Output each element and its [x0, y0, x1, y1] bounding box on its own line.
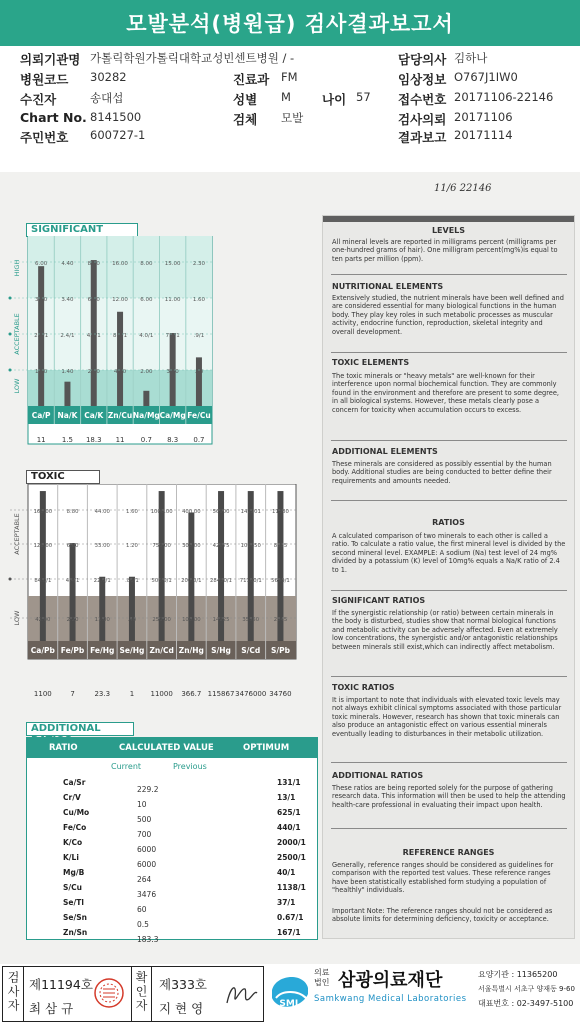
- ratio-current: 700: [137, 830, 152, 839]
- ratio-result: 366.7: [181, 690, 202, 698]
- ratio-optimum: 1138/1: [277, 883, 306, 892]
- ratio-optimum: 440/1: [277, 823, 301, 832]
- label-specimen: 검체: [233, 112, 258, 127]
- value-clinical-info: O767J1IW0: [454, 70, 518, 84]
- ratio-name: Zn/Sn: [63, 928, 88, 937]
- additional-ratios-title: ADDITIONAL: [26, 722, 134, 736]
- ratio-result: 0.7: [140, 436, 152, 444]
- ratio-tick: 2845: [273, 617, 288, 623]
- toxic-ratios-text: It is important to note that individuals with elevated toxic levels may not always exhibit clinical symptoms associated with those particular toxic minerals. However, research has shown that toxic minerals can also produce an antagonistic effect on various essential minerals eventually leading to disturbances in their metabolic utilization.: [332, 696, 562, 738]
- ratio-optimum: 167/1: [277, 928, 301, 937]
- ratio-bar: [70, 543, 76, 641]
- ratio-tick: 28450/1: [210, 578, 233, 584]
- ratio-result: 1: [129, 690, 135, 698]
- label-age: 나이: [322, 92, 347, 107]
- ratio-result: 34760: [269, 690, 292, 698]
- approver-signature: [223, 977, 259, 1011]
- toxic-ratios-chart: [0, 484, 300, 700]
- ratio-tick: .40: [127, 617, 137, 623]
- ratio-tick: 6.00: [140, 297, 153, 303]
- ratio-result: 11: [115, 436, 125, 444]
- ratio-bar: [143, 391, 149, 406]
- toxic-ratios-title: TOXIC: [26, 470, 100, 484]
- ratio-current: 264: [137, 875, 152, 884]
- ratio-tick: 11.00: [164, 297, 181, 303]
- subheader-previous: Previous: [173, 762, 207, 771]
- divider: [331, 590, 567, 591]
- significant-ratios-chart: [0, 236, 216, 452]
- approver-license-no: 제333호: [159, 977, 208, 992]
- ratio-tick: 22.0/1: [93, 578, 111, 584]
- value-hospital-code: 30282: [90, 70, 127, 84]
- ratio-tick: 1000.00: [150, 509, 173, 515]
- ratio-result: 7: [70, 690, 75, 698]
- divider: [23, 967, 24, 1021]
- ratio-current: 6000: [137, 845, 157, 854]
- ratio-label: S/Hg: [211, 646, 231, 655]
- ratio-tick: 1.60: [192, 297, 206, 303]
- ratio-result: 3476000: [235, 690, 267, 698]
- ratio-current: 6000: [137, 860, 157, 869]
- ratio-tick: 750.00: [152, 543, 171, 549]
- significant-result-row: [0, 424, 216, 448]
- ratio-tick: 2.00: [140, 369, 153, 375]
- divider: [131, 967, 132, 1021]
- value-doctor: 김하나: [454, 51, 488, 65]
- info-panel-top-bar: [323, 216, 574, 222]
- divider: [331, 500, 567, 501]
- additional-ratios-table: [26, 737, 318, 944]
- ratio-label: Na/Mg: [132, 411, 160, 420]
- ratio-label: Zn/Hg: [178, 646, 204, 655]
- header-ratio: RATIO: [49, 743, 78, 753]
- ratio-optimum: 625/1: [277, 808, 301, 817]
- ratio-tick: 1.20: [126, 543, 138, 549]
- ratio-name: Fe/Co: [63, 823, 87, 832]
- ratio-label: Zn/Cd: [149, 646, 174, 655]
- ratio-name: Ca/Sr: [63, 778, 86, 787]
- value-specimen: 모발: [281, 111, 304, 125]
- toxic-elements-text: The toxic minerals or "heavy metals" are well-known for their interference upon normal biochemical function. They are commonly found in the environment and therefore are present to some degree, in all biological systems. However, these metals clearly pose a concern for toxicity when accumulation occurs to excess.: [332, 372, 560, 414]
- ratio-optimum: 2500/1: [277, 853, 306, 862]
- ratio-current: 3476: [137, 890, 157, 899]
- company-logo: [268, 968, 312, 1016]
- label-receipt-no: 접수번호: [398, 92, 447, 107]
- label-department: 진료과: [233, 72, 270, 87]
- ratio-result: 0.7: [193, 436, 205, 444]
- ratio-tick: .20: [194, 369, 204, 375]
- ratio-tick: 2.4/1: [60, 333, 75, 339]
- axis-low-label: LOW: [13, 378, 21, 394]
- ratio-tick: 300.00: [182, 543, 201, 549]
- ratio-tick: 6.20: [87, 297, 100, 303]
- significant-ratios-heading: SIGNIFICANT RATIOS: [332, 596, 426, 605]
- ratio-tick: 168.00: [33, 509, 53, 515]
- value-institution: 가톨릭학원가톨릭대학교성빈센트병원 / -: [90, 51, 295, 65]
- ratio-tick: 14225: [212, 617, 230, 623]
- additional-row: [27, 778, 317, 792]
- ratio-tick: 8.0/1: [112, 333, 128, 339]
- ratio-result: 11000: [150, 690, 173, 698]
- additional-row: [27, 898, 317, 912]
- ratio-tick: 5690/1: [271, 578, 290, 584]
- ratio-tick: 56900: [212, 509, 230, 515]
- ratios-heading: RATIOS: [432, 518, 465, 527]
- levels-heading: LEVELS: [431, 226, 466, 235]
- ratio-tick: 1.60: [126, 509, 138, 515]
- significant-high-band: [28, 236, 212, 298]
- ratio-tick: 35550: [242, 617, 260, 623]
- ratio-result: 115867: [207, 690, 235, 698]
- ratio-tick: 4.4/1: [65, 578, 80, 584]
- handwritten-note: 11/6 22146: [434, 183, 492, 194]
- additional-row: [27, 913, 317, 927]
- additional-row: [27, 883, 317, 897]
- ratio-name: Mg/B: [63, 868, 85, 877]
- toxic-elements-heading: TOXIC ELEMENTS: [332, 358, 410, 367]
- company-name: 삼광의료재단: [338, 970, 443, 991]
- toxic-result-row: [0, 684, 300, 708]
- patient-info: [0, 48, 580, 148]
- label-patient: 수진자: [20, 92, 57, 107]
- additional-row: [27, 823, 317, 837]
- ratio-bar: [99, 577, 105, 641]
- divider: [331, 440, 567, 441]
- company-name-en: Samkwang Medical Laboratories: [314, 994, 467, 1004]
- ratio-label: Ca/K: [84, 411, 104, 420]
- ratio-optimum: 2000/1: [277, 838, 306, 847]
- footer-line-2: 서울특별시 서초구 양재동 9-60: [478, 985, 575, 993]
- ratio-tick: 8.80: [66, 509, 79, 515]
- ratio-optimum: 37/1: [277, 898, 296, 907]
- header-optimum: OPTIMUM: [243, 743, 290, 753]
- ratio-tick: 106650: [240, 543, 261, 549]
- ratio-result: 23.3: [94, 690, 111, 698]
- ratio-tick: 15.00: [164, 261, 181, 267]
- additional-row: [27, 868, 317, 882]
- ratios-text: A calculated comparison of two minerals to each other is called a ratio. To calculate a ratio value, the first mineral level is divided by the second mineral level. EXAMPLE: A sodium (Na) test level of 24 mg% divided by a potassium (K) level of 10mg% equals a Na/K ratio of 2.4 to 1.: [332, 532, 566, 574]
- ratio-tick: 3.00: [166, 369, 179, 375]
- ratio-name: Se/Tl: [63, 898, 84, 907]
- ratio-name: K/Co: [63, 838, 83, 847]
- ratio-current: 183.3: [137, 935, 159, 944]
- ratio-tick: 2.20: [87, 369, 100, 375]
- ratio-current: 60: [137, 905, 147, 914]
- report-title: 모발분석(병원급) 검사결과보고서: [126, 12, 454, 36]
- reference-ranges-text: Generally, reference ranges should be considered as guidelines for comparison with the reported test values. These reference ranges have been statistically established form studying a population of "healthly" individuals.: [332, 861, 554, 895]
- report-footer: [0, 964, 580, 1026]
- ratio-current: 229.2: [137, 785, 159, 794]
- ratio-tick: 3.50: [35, 297, 48, 303]
- subheader-current: Current: [111, 762, 142, 771]
- additional-row: [27, 928, 317, 942]
- axis-marker: [9, 333, 12, 336]
- ratio-tick: 11380: [272, 509, 289, 515]
- divider: [331, 274, 567, 275]
- additional-table-header: [27, 738, 317, 758]
- additional-elements-heading: ADDITIONAL ELEMENTS: [332, 447, 438, 456]
- ratio-tick: 1.50: [35, 369, 48, 375]
- ratio-result: 1100: [33, 690, 52, 698]
- ratio-tick: 11.00: [94, 617, 110, 623]
- ratio-tick: 100.00: [182, 617, 201, 623]
- divider: [331, 762, 567, 763]
- divider: [331, 352, 567, 353]
- additional-row: [27, 793, 317, 807]
- ratio-optimum: 13/1: [277, 793, 296, 802]
- footer-line-1: 요양기관 : 11365200: [478, 970, 558, 979]
- ratio-label: Ca/Pb: [30, 646, 55, 655]
- tester-seal: [93, 977, 125, 1009]
- additional-ratios-heading: ADDITIONAL RATIOS: [332, 771, 424, 780]
- ratio-tick: 84.0/1: [34, 578, 52, 584]
- ratio-name: Se/Sn: [63, 913, 87, 922]
- value-chart-no: 8141500: [90, 110, 142, 124]
- ratio-label: S/Cd: [241, 646, 261, 655]
- ratio-tick: 250.00: [152, 617, 171, 623]
- ratio-tick: 12.00: [112, 297, 128, 303]
- ratio-optimum: 40/1: [277, 868, 296, 877]
- additional-elements-text: These minerals are considered as possibly essential by the human body. Additional studies are being conducted to better define their requirements and amounts needed.: [332, 460, 552, 485]
- toxic-ratios-heading: TOXIC RATIOS: [332, 683, 395, 692]
- significant-ratios-text: If the synergistic relationship (or ratio) between certain minerals in the body is disturbed, studies show that normal biological functions and metabolic activity can be adversely affected. Even at extremely low concentrations, the synergistic and/or antagonistic relationships between minerals still exist,which can indirectly affect metabolism.: [332, 609, 558, 651]
- ratio-tick: 200.0/1: [181, 578, 202, 584]
- ratio-tick: 71100/1: [239, 578, 262, 584]
- ratio-tick: 6.00: [35, 261, 48, 267]
- reference-ranges-heading: REFERENCE RANGES: [402, 848, 495, 857]
- toxic-axis-low: LOW: [13, 610, 21, 626]
- ratio-tick: 142201: [240, 509, 261, 515]
- value-request-date: 20171106: [454, 110, 513, 124]
- approver-label: 확인자: [134, 971, 148, 1013]
- ratio-optimum: 131/1: [277, 778, 301, 787]
- value-department: FM: [281, 70, 298, 84]
- ratio-label: Ca/Mg: [159, 411, 186, 420]
- nutritional-heading: NUTRITIONAL ELEMENTS: [332, 282, 444, 291]
- ratio-tick: 1.40: [61, 369, 74, 375]
- ratio-label: Fe/Hg: [90, 646, 115, 655]
- axis-marker: [9, 297, 12, 300]
- ratio-label: S/Pb: [270, 646, 290, 655]
- signature-box: [2, 966, 264, 1022]
- reference-ranges-note: Important Note: The reference ranges should not be considered as absolute limits for determining deficiency, toxicity or acceptance.: [332, 907, 553, 924]
- ratio-label: Ca/P: [31, 411, 51, 420]
- ratio-tick: 8.00: [140, 261, 153, 267]
- ratio-bar: [129, 577, 135, 641]
- divider: [151, 967, 152, 1021]
- ratio-tick: .80/1: [125, 578, 139, 584]
- logo-text: SML: [279, 999, 301, 1009]
- value-report-date: 20171114: [454, 128, 513, 142]
- ratio-result: 11: [36, 436, 46, 444]
- info-panel: [322, 215, 575, 939]
- ratio-label: Fe/Cu: [187, 411, 211, 420]
- label-hospital-code: 병원코드: [20, 72, 69, 87]
- ratio-result: 8.3: [167, 436, 179, 444]
- ratio-tick: 400.00: [182, 509, 201, 515]
- ratio-name: S/Cu: [63, 883, 82, 892]
- ratio-name: Cu/Mo: [63, 808, 90, 817]
- ratio-label: Se/Hg: [119, 646, 145, 655]
- additional-row: [27, 808, 317, 822]
- label-request-date: 검사의뢰: [398, 112, 447, 127]
- divider: [331, 828, 567, 829]
- report-title-bar: [0, 0, 580, 46]
- tester-name: 최 삼 규: [29, 1001, 74, 1016]
- axis-marker: [9, 369, 12, 372]
- ratio-current: 500: [137, 815, 152, 824]
- additional-ratios-text: These ratios are being reported solely for the purpose of gathering research data. This information will then be used to help the attending health-care professional in evaluating their impact upon health.: [332, 784, 566, 809]
- axis-acceptable-label: ACCEPTABLE: [13, 313, 21, 355]
- divider: [331, 676, 567, 677]
- tester-license-no: 제11194호: [29, 977, 93, 992]
- significant-ratios-title: SIGNIFICANT: [26, 223, 138, 237]
- ratio-tick: 6.60: [66, 543, 79, 549]
- ratio-tick: 2.30: [192, 261, 206, 267]
- value-sex: M: [281, 90, 291, 104]
- axis-marker: [9, 578, 12, 581]
- ratio-tick: 3.40: [61, 297, 74, 303]
- additional-row: [27, 838, 317, 852]
- ratio-optimum: 0.67/1: [277, 913, 304, 922]
- label-clinical-info: 임상정보: [398, 72, 447, 87]
- ratio-tick: 42.00: [35, 617, 51, 623]
- ratio-tick: 4.2/1: [86, 333, 101, 339]
- ratio-tick: 2.20: [66, 617, 79, 623]
- axis-high-label: HIGH: [13, 259, 21, 277]
- label-sex: 성별: [233, 92, 258, 107]
- value-age: 57: [356, 90, 371, 104]
- ratio-name: K/Li: [63, 853, 79, 862]
- label-doctor: 담당의사: [398, 52, 447, 67]
- ratio-bar: [117, 312, 123, 406]
- nutritional-text: Extensively studied, the nutrient minerals have been well defined and are considered essential for many biological functions in the human body. They play key roles in such metabolic processes as muscular activity, endocrine function, reproduction, skeletal integrity and overall development.: [332, 294, 564, 336]
- ratio-tick: 2.6/1: [34, 333, 49, 339]
- ratio-tick: 8535: [273, 543, 288, 549]
- toxic-axis-acceptable: ACCEPTABLE: [13, 513, 21, 555]
- label-report-date: 결과보고: [398, 130, 447, 145]
- value-resident-no: 600727-1: [90, 128, 146, 142]
- ratio-label: Zn/Cu: [107, 411, 133, 420]
- label-institution: 의뢰기관명: [20, 52, 81, 67]
- additional-row: [27, 853, 317, 867]
- ratio-tick: 126.00: [33, 543, 53, 549]
- ratio-tick: 4.40: [61, 261, 74, 267]
- tester-label: 검사자: [6, 971, 20, 1013]
- ratio-tick: 4.00: [113, 369, 127, 375]
- ratio-current: 0.5: [137, 920, 149, 929]
- corp-type: 의료법인: [314, 968, 330, 987]
- label-resident-no: 주민번호: [20, 130, 69, 145]
- ratio-tick: 33.00: [94, 543, 110, 549]
- approver-name: 지 현 영: [159, 1001, 204, 1016]
- ratio-current: 10: [137, 800, 147, 809]
- ratio-result: 1.5: [61, 436, 74, 444]
- footer-line-3: 대표번호 : 02-3497-5100: [478, 999, 574, 1008]
- ratio-tick: 7.0/1: [165, 333, 180, 339]
- ratio-label: Na/K: [57, 411, 78, 420]
- ratio-tick: .9/1: [193, 333, 205, 339]
- label-chart-no: Chart No.: [20, 110, 87, 125]
- ratio-tick: 8.20: [87, 261, 100, 267]
- ratio-tick: 42675: [212, 543, 230, 549]
- ratio-tick: 16.00: [112, 261, 128, 267]
- ratio-tick: 500.0/1: [151, 578, 172, 584]
- ratio-tick: 44.00: [94, 509, 110, 515]
- ratio-bar: [64, 382, 70, 406]
- ratio-bar: [196, 357, 202, 406]
- ratio-label: Fe/Pb: [60, 646, 85, 655]
- value-receipt-no: 20171106-22146: [454, 90, 554, 104]
- levels-text: All mineral levels are reported in milligrams percent (milligrams per one-hundred grams of hair). One milligram percent(mg%)is equal to ten parts per million (ppm).: [332, 238, 558, 263]
- ratio-tick: 4.0/1: [139, 333, 154, 339]
- value-patient: 송대섭: [90, 91, 124, 105]
- header-calculated: CALCULATED VALUE: [119, 743, 214, 753]
- ratio-result: 18.3: [85, 436, 102, 444]
- ratio-name: Cr/V: [63, 793, 81, 802]
